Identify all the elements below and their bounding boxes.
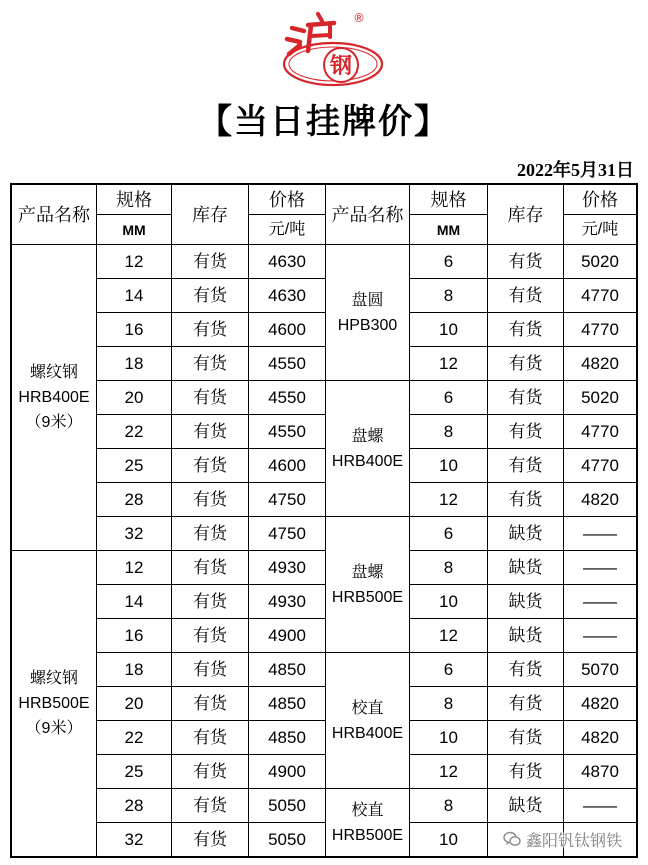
price-cell: 5050 [249, 823, 325, 856]
product-name-line: HRB500E [331, 826, 404, 844]
price-cell: 4750 [249, 483, 325, 516]
product-name-line: 螺纹钢 [29, 364, 78, 381]
spec-cell: 28 [97, 483, 171, 516]
header-price: 价格 [564, 185, 636, 214]
stock-cell: 有货 [488, 245, 563, 278]
registered-mark: ® [353, 11, 365, 25]
stock-cell: 有货 [172, 551, 248, 584]
product-name-line: HRB400E [18, 389, 90, 406]
stock-cell: 有货 [172, 687, 248, 720]
price-table [10, 183, 638, 858]
product-name-line: HRB400E [331, 452, 404, 470]
product-name-line: （9米） [25, 414, 83, 431]
header-spec-unit: MM [97, 215, 171, 244]
stock-cell: 有货 [488, 415, 563, 448]
price-cell: 4550 [249, 381, 325, 414]
spec-cell: 28 [97, 789, 171, 822]
spec-cell: 32 [97, 517, 171, 550]
stock-cell: 有货 [488, 653, 563, 686]
stock-cell: 有货 [172, 245, 248, 278]
stock-cell: 有货 [488, 313, 563, 346]
price-cell: 4770 [564, 279, 636, 312]
spec-cell: 18 [97, 653, 171, 686]
product-group [326, 789, 409, 856]
product-name-line: 校直 [351, 801, 384, 819]
price-cell: 4820 [564, 687, 636, 720]
header-price: 价格 [249, 185, 325, 214]
product-name-line: 螺纹钢 [29, 670, 78, 687]
spec-cell: 8 [410, 789, 487, 822]
spec-cell: 22 [97, 415, 171, 448]
stock-cell: 有货 [172, 347, 248, 380]
price-cell: —— [564, 551, 636, 584]
header-spec: 规格 [410, 185, 487, 214]
spec-cell: 14 [97, 279, 171, 312]
spec-cell: 12 [410, 619, 487, 652]
header-price-unit: 元/吨 [249, 215, 325, 244]
product-name-line: HRB500E [331, 588, 404, 606]
stock-cell: 有货 [172, 313, 248, 346]
price-cell: 4550 [249, 347, 325, 380]
stock-cell: 有货 [488, 347, 563, 380]
price-cell: 5070 [564, 653, 636, 686]
stock-cell: 有货 [172, 483, 248, 516]
product-name-line: 盘螺 [351, 563, 384, 581]
spec-cell: 25 [97, 449, 171, 482]
stock-cell: 缺货 [488, 551, 563, 584]
price-cell: 5020 [564, 245, 636, 278]
price-cell: 4820 [564, 347, 636, 380]
header-product-name: 产品名称 [326, 185, 409, 244]
spec-cell: 6 [410, 381, 487, 414]
stock-cell: 有货 [172, 619, 248, 652]
price-cell: —— [564, 517, 636, 550]
product-name-line: 盘圆 [351, 291, 384, 309]
header-spec-unit: MM [410, 215, 487, 244]
spec-cell: 25 [97, 755, 171, 788]
stock-cell: 有货 [488, 687, 563, 720]
product-group [12, 551, 96, 856]
stock-cell: 有货 [172, 823, 248, 856]
spec-cell: 6 [410, 245, 487, 278]
product-group [326, 517, 409, 652]
stock-cell: 有货 [172, 755, 248, 788]
price-cell: 4820 [564, 721, 636, 754]
spec-cell: 10 [410, 823, 487, 856]
spec-cell: 18 [97, 347, 171, 380]
price-cell: 4750 [249, 517, 325, 550]
stock-cell: 缺货 [488, 585, 563, 618]
price-date: 2022年5月31日 [517, 160, 634, 180]
company-logo [281, 9, 385, 89]
product-name-line: HRB400E [331, 724, 404, 742]
product-name-line: 盘螺 [351, 427, 384, 445]
stock-cell: 有货 [172, 279, 248, 312]
spec-cell: 8 [410, 415, 487, 448]
spec-cell: 16 [97, 619, 171, 652]
spec-cell: 12 [97, 245, 171, 278]
price-cell: 4600 [249, 313, 325, 346]
product-group [12, 245, 96, 550]
product-group [326, 653, 409, 788]
price-cell: 4850 [249, 721, 325, 754]
stock-cell: 有货 [172, 415, 248, 448]
price-cell: —— [564, 619, 636, 652]
logo-mark-text: 钢 [329, 54, 353, 79]
stock-cell: 有货 [172, 585, 248, 618]
stock-cell: 有货 [172, 381, 248, 414]
spec-cell: 32 [97, 823, 171, 856]
price-cell: 4770 [564, 313, 636, 346]
spec-cell: 14 [97, 585, 171, 618]
price-cell: 4600 [249, 449, 325, 482]
price-cell: 4930 [249, 551, 325, 584]
price-cell: 5020 [564, 381, 636, 414]
stock-cell: 有货 [488, 449, 563, 482]
product-name-line: HPB300 [337, 316, 398, 334]
price-cell: 4900 [249, 619, 325, 652]
header-stock: 库存 [488, 185, 563, 244]
spec-cell: 16 [97, 313, 171, 346]
spec-cell: 6 [410, 517, 487, 550]
price-cell: 4770 [564, 449, 636, 482]
spec-cell: 10 [410, 721, 487, 754]
price-cell: —— [564, 585, 636, 618]
stock-cell: 有货 [172, 653, 248, 686]
price-cell: 5050 [249, 789, 325, 822]
stock-cell: 有货 [488, 721, 563, 754]
stock-cell: 有货 [488, 381, 563, 414]
stock-cell: 有货 [172, 517, 248, 550]
price-cell: 4870 [564, 755, 636, 788]
stock-cell: 有货 [488, 483, 563, 516]
spec-cell: 12 [97, 551, 171, 584]
product-group [326, 245, 409, 380]
stock-cell: 缺货 [488, 619, 563, 652]
product-name-line: HRB500E [18, 695, 90, 712]
spec-cell: 22 [97, 721, 171, 754]
price-cell: 4820 [564, 483, 636, 516]
price-cell: 4630 [249, 245, 325, 278]
spec-cell: 20 [97, 687, 171, 720]
price-cell: 4850 [249, 653, 325, 686]
stock-cell: 有货 [172, 449, 248, 482]
spec-cell: 6 [410, 653, 487, 686]
stock-cell: 有货 [172, 721, 248, 754]
page-title: 【当日挂牌价】 [198, 103, 450, 141]
header-product-name: 产品名称 [12, 185, 96, 244]
spec-cell: 8 [410, 551, 487, 584]
spec-cell: 20 [97, 381, 171, 414]
stock-cell: 有货 [172, 789, 248, 822]
stock-cell: 有货 [488, 279, 563, 312]
stock-cell: 有货 [488, 755, 563, 788]
stock-cell: 缺货 [488, 517, 563, 550]
price-cell: 4630 [249, 279, 325, 312]
price-cell: 4770 [564, 415, 636, 448]
spec-cell: 8 [410, 687, 487, 720]
header-spec: 规格 [97, 185, 171, 214]
price-cell: 4930 [249, 585, 325, 618]
header-stock: 库存 [172, 185, 248, 244]
spec-cell: 8 [410, 279, 487, 312]
price-cell: 4850 [249, 687, 325, 720]
spec-cell: 12 [410, 755, 487, 788]
stock-cell: 缺货 [488, 789, 563, 822]
spec-cell: 10 [410, 585, 487, 618]
spec-cell: 10 [410, 449, 487, 482]
wechat-icon [503, 831, 521, 847]
price-cell: —— [564, 789, 636, 822]
logo-graphic [281, 9, 385, 89]
product-group [326, 381, 409, 516]
spec-cell: 12 [410, 483, 487, 516]
header-price-unit: 元/吨 [564, 215, 636, 244]
product-name-line: （9米） [25, 720, 83, 737]
price-cell: 4550 [249, 415, 325, 448]
wechat-watermark [503, 827, 622, 851]
product-name-line: 校直 [351, 699, 384, 717]
watermark-text: 鑫阳钒钛钢铁 [526, 832, 623, 850]
price-cell: 4900 [249, 755, 325, 788]
spec-cell: 10 [410, 313, 487, 346]
spec-cell: 12 [410, 347, 487, 380]
